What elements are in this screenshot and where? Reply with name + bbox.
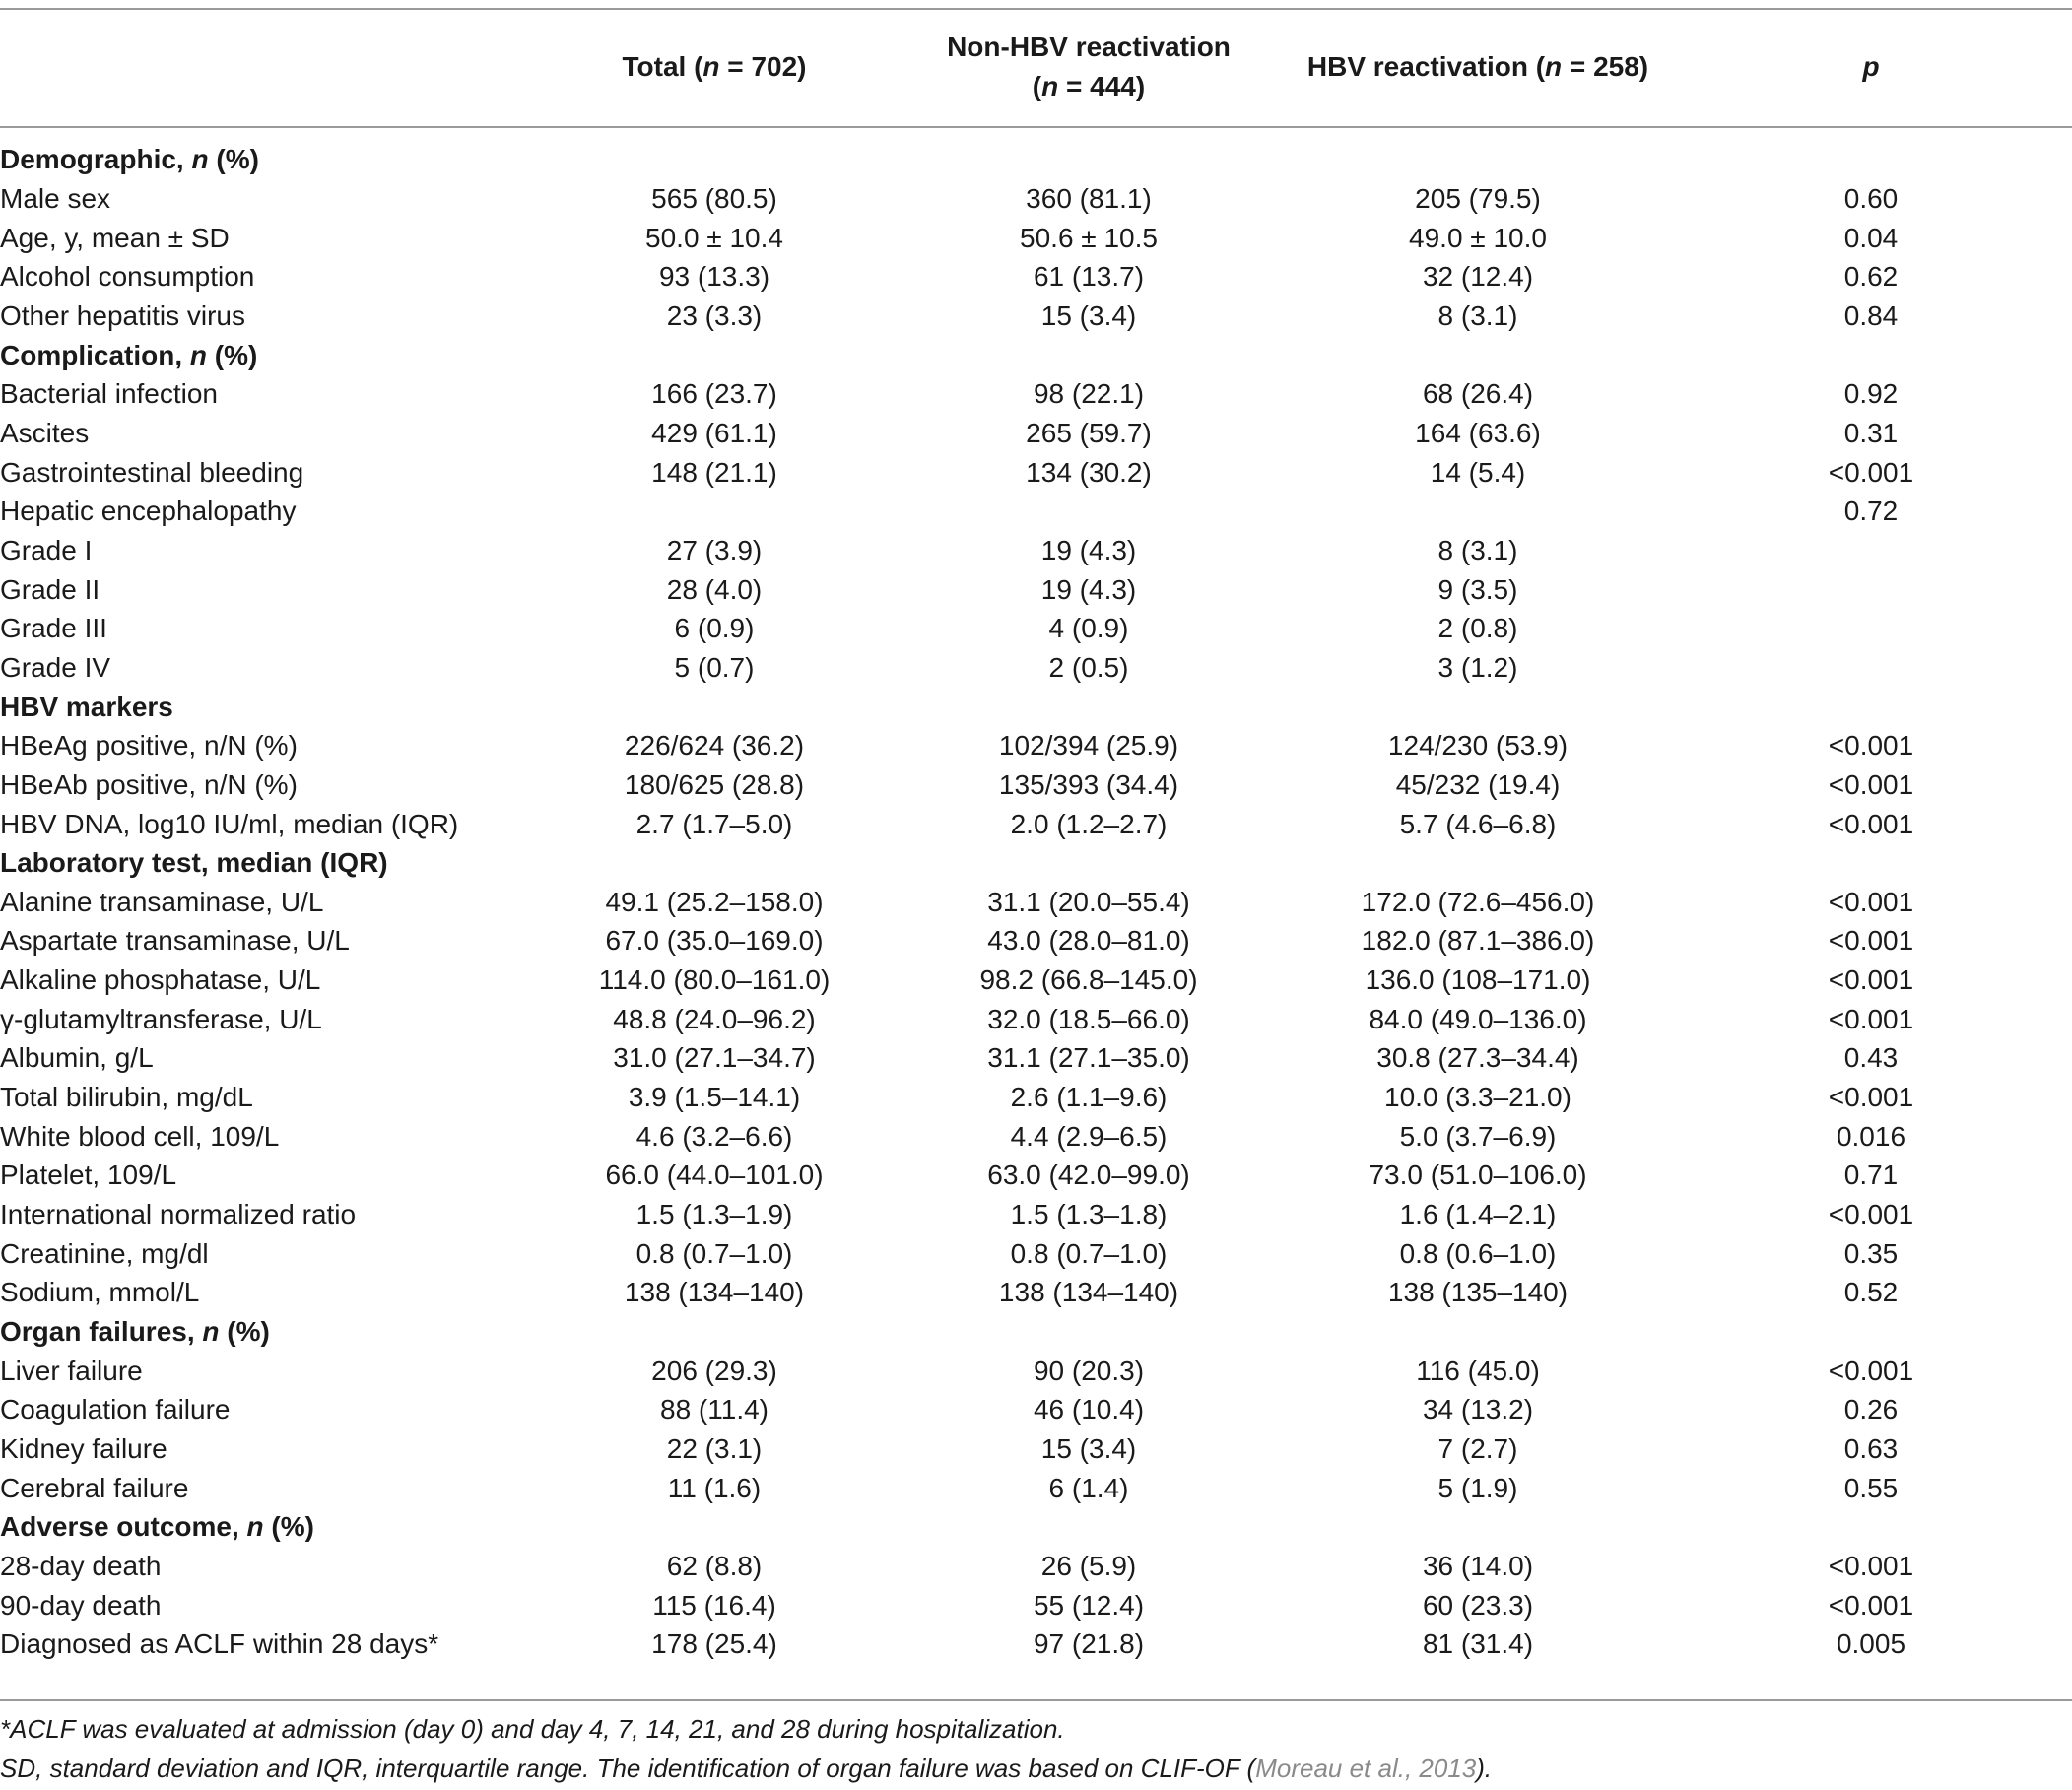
- table-row: [0, 609, 2072, 648]
- section-heading-n: n: [246, 1511, 264, 1543]
- cell-p-value: <0.001: [1828, 1003, 1914, 1034]
- footnote-abbrev-text: SD, standard deviation and IQR, interquartile range. The identification of organ failure was based on CLIF-OF (: [0, 1754, 1256, 1783]
- cell-non-hbv: [892, 492, 1286, 531]
- cell-non-hbv: 138 (134–140): [998, 1277, 1179, 1308]
- cell-non-hbv: 135/393 (34.4): [998, 768, 1179, 800]
- section-heading: [0, 843, 2072, 883]
- table-row: [0, 453, 2072, 493]
- cell-non-hbv: 97 (21.8): [1033, 1628, 1145, 1660]
- cell-non-hbv: 265 (59.7): [1026, 417, 1152, 448]
- row-label: Gastrointestinal bleeding: [0, 456, 304, 488]
- cell-total: 115 (16.4): [652, 1589, 776, 1621]
- cell-p-value: 0.52: [1843, 1277, 1899, 1308]
- table-row: [0, 1117, 2072, 1157]
- header-hbv-pre: HBV reactivation (: [1306, 51, 1546, 82]
- cell-total: 114.0 (80.0–161.0): [598, 964, 831, 996]
- cell-p-value: 0.55: [1843, 1472, 1899, 1503]
- cell-hbv: 36 (14.0): [1422, 1550, 1534, 1581]
- cell-p-value: <0.001: [1828, 1082, 1914, 1113]
- cell-hbv: 1.6 (1.4–2.1): [1399, 1199, 1557, 1230]
- section-heading-tail: (%): [219, 1316, 270, 1348]
- cell-non-hbv: 43.0 (28.0–81.0): [987, 925, 1190, 957]
- table-row: [0, 1156, 2072, 1195]
- cell-total: 148 (21.1): [651, 456, 777, 488]
- row-label: Grade IV: [0, 651, 111, 683]
- row-label: HBeAb positive, n/N (%): [0, 768, 298, 800]
- header-row: [0, 10, 2072, 124]
- row-label: International normalized ratio: [0, 1199, 357, 1230]
- table-row: [0, 492, 2072, 531]
- header-label: [0, 10, 537, 124]
- section-row: [0, 1507, 2072, 1547]
- row-label: Cerebral failure: [0, 1472, 189, 1503]
- row-label: Grade II: [0, 573, 100, 605]
- cell-non-hbv: 1.5 (1.3–1.8): [1010, 1199, 1168, 1230]
- cell-non-hbv: 2.0 (1.2–2.7): [1010, 808, 1168, 839]
- cell-total: 6 (0.9): [674, 613, 755, 644]
- table-row: [0, 297, 2072, 336]
- cell-p-value: [1670, 531, 2072, 570]
- cell-total: 88 (11.4): [660, 1394, 769, 1425]
- header-p-text: p: [1862, 51, 1880, 82]
- cell-total: 11 (1.6): [667, 1472, 762, 1503]
- section-heading-n: n: [202, 1316, 220, 1348]
- section-heading-tail: (%): [207, 339, 258, 370]
- row-label: Grade III: [0, 613, 107, 644]
- cell-non-hbv: 98 (22.1): [1033, 378, 1145, 410]
- cell-total: 4.6 (3.2–6.6): [635, 1120, 793, 1152]
- cell-p-value: <0.001: [1828, 925, 1914, 957]
- cell-hbv: 84.0 (49.0–136.0): [1369, 1003, 1587, 1034]
- cell-hbv: 30.8 (27.3–34.4): [1376, 1042, 1579, 1074]
- section-heading-text: Laboratory test, median (IQR): [0, 847, 388, 879]
- cell-total: 178 (25.4): [651, 1628, 777, 1660]
- cell-non-hbv: 19 (4.3): [1040, 534, 1137, 565]
- table-row: [0, 1273, 2072, 1312]
- cell-hbv: 32 (12.4): [1422, 261, 1534, 293]
- row-label: 90-day death: [0, 1589, 162, 1621]
- cell-p-value: 0.005: [1836, 1628, 1906, 1660]
- header-total: [537, 10, 892, 124]
- cell-p-value: 0.72: [1843, 496, 1899, 527]
- cell-p-value: <0.001: [1828, 1199, 1914, 1230]
- row-label: Liver failure: [0, 1355, 143, 1386]
- cell-p-value: <0.001: [1828, 768, 1914, 800]
- cell-non-hbv: 26 (5.9): [1040, 1550, 1137, 1581]
- footnotes: [0, 1709, 1492, 1788]
- row-label: HBV DNA, log10 IU/ml, median (IQR): [0, 808, 459, 839]
- table-row: [0, 1390, 2072, 1429]
- cell-non-hbv: 46 (10.4): [1033, 1394, 1145, 1425]
- cell-p-value: <0.001: [1828, 1589, 1914, 1621]
- row-label: Total bilirubin, mg/dL: [0, 1082, 253, 1113]
- table-row: [0, 1469, 2072, 1508]
- cell-total: 226/624 (36.2): [624, 730, 805, 762]
- cell-p-value: 0.92: [1843, 378, 1899, 410]
- cell-hbv: 34 (13.2): [1422, 1394, 1534, 1425]
- table-row: [0, 1429, 2072, 1469]
- cell-non-hbv: 31.1 (20.0–55.4): [987, 886, 1190, 917]
- cell-non-hbv: 63.0 (42.0–99.0): [987, 1160, 1190, 1191]
- cell-hbv: 2 (0.8): [1437, 613, 1518, 644]
- cell-p-value: 0.35: [1843, 1237, 1899, 1269]
- cell-total: 31.0 (27.1–34.7): [613, 1042, 816, 1074]
- cell-p-value: [1670, 609, 2072, 648]
- cell-hbv: 68 (26.4): [1422, 378, 1534, 410]
- header-total-post: = 702): [719, 51, 807, 82]
- row-label: Kidney failure: [0, 1433, 167, 1464]
- row-label: Other hepatitis virus: [0, 299, 245, 331]
- table-row: [0, 1352, 2072, 1391]
- cell-non-hbv: 0.8 (0.7–1.0): [1010, 1237, 1168, 1269]
- table-row: [0, 648, 2072, 688]
- table-row: [0, 1586, 2072, 1625]
- header-non-hbv: [892, 10, 1286, 124]
- cell-total: 429 (61.1): [651, 417, 777, 448]
- row-label: Grade I: [0, 534, 93, 565]
- section-heading-text: Complication,: [0, 339, 190, 370]
- cell-total: 66.0 (44.0–101.0): [605, 1160, 824, 1191]
- header-non-hbv-pre: (: [1032, 71, 1042, 101]
- table-row: [0, 1624, 2072, 1664]
- section-heading-text: HBV markers: [0, 691, 173, 722]
- table-row: [0, 1000, 2072, 1039]
- cell-total: 62 (8.8): [666, 1550, 763, 1581]
- data-table: [0, 10, 2072, 1664]
- section-heading-text: Organ failures,: [0, 1316, 203, 1348]
- row-label: Ascites: [0, 417, 90, 448]
- cell-total: 138 (134–140): [624, 1277, 805, 1308]
- cell-total: 50.0 ± 10.4: [645, 222, 783, 253]
- table-row: [0, 805, 2072, 844]
- table-row: [0, 961, 2072, 1000]
- cell-hbv: 182.0 (87.1–386.0): [1361, 925, 1595, 957]
- row-label: White blood cell, 109/L: [0, 1120, 280, 1152]
- table-row: [0, 179, 2072, 219]
- table-row: [0, 1078, 2072, 1117]
- cell-hbv: 8 (3.1): [1437, 299, 1518, 331]
- cell-non-hbv: 4 (0.9): [1048, 613, 1129, 644]
- section-row: [0, 688, 2072, 727]
- row-label: 28-day death: [0, 1550, 162, 1581]
- row-label: Coagulation failure: [0, 1394, 231, 1425]
- table-row: [0, 921, 2072, 961]
- header-hbv-post: = 258): [1562, 51, 1649, 82]
- cell-hbv: 164 (63.6): [1415, 417, 1541, 448]
- row-label: Alanine transaminase, U/L: [0, 886, 324, 917]
- cell-hbv: 138 (135–140): [1387, 1277, 1569, 1308]
- cell-hbv: 0.8 (0.6–1.0): [1399, 1237, 1557, 1269]
- cell-p-value: 0.26: [1843, 1394, 1899, 1425]
- section-row: [0, 336, 2072, 375]
- cell-p-value: <0.001: [1828, 456, 1914, 488]
- row-label: Age, y, mean ± SD: [0, 222, 230, 253]
- cell-non-hbv: 61 (13.7): [1033, 261, 1145, 293]
- cell-hbv: [1286, 492, 1670, 531]
- cell-hbv: 73.0 (51.0–106.0): [1369, 1160, 1587, 1191]
- section-heading: [0, 1312, 2072, 1352]
- cell-hbv: 116 (45.0): [1416, 1355, 1540, 1386]
- header-hbv: [1286, 10, 1670, 124]
- cell-p-value: 0.71: [1843, 1160, 1899, 1191]
- section-heading-text: Demographic,: [0, 144, 192, 174]
- cell-total: 67.0 (35.0–169.0): [605, 925, 824, 957]
- row-label: Diagnosed as ACLF within 28 days*: [0, 1628, 439, 1660]
- cell-hbv: 5 (1.9): [1437, 1472, 1518, 1503]
- table-row: [0, 1234, 2072, 1274]
- cell-hbv: 136.0 (108–171.0): [1365, 964, 1591, 996]
- cell-p-value: [1670, 570, 2072, 610]
- cell-p-value: 0.43: [1843, 1042, 1899, 1074]
- footnote-aclf: *ACLF was evaluated at admission (day 0) and day 4, 7, 14, 21, and 28 during hospitalization.: [0, 1714, 1065, 1744]
- cell-non-hbv: 90 (20.3): [1033, 1355, 1145, 1386]
- section-row: [0, 1312, 2072, 1352]
- cell-hbv: 8 (3.1): [1437, 534, 1518, 565]
- section-heading-n: n: [191, 144, 209, 174]
- cell-hbv: 5.7 (4.6–6.8): [1399, 808, 1557, 839]
- row-label: Alkaline phosphatase, U/L: [0, 964, 321, 996]
- section-heading-n: n: [189, 339, 208, 370]
- section-heading-text: Adverse outcome,: [0, 1511, 247, 1543]
- table-body: [0, 124, 2072, 1664]
- section-heading: [0, 1507, 2072, 1547]
- cell-non-hbv: 2.6 (1.1–9.6): [1010, 1082, 1168, 1113]
- cell-hbv: 81 (31.4): [1422, 1628, 1534, 1660]
- table-row: [0, 531, 2072, 570]
- cell-non-hbv: 360 (81.1): [1026, 183, 1152, 214]
- cell-hbv: 3 (1.2): [1437, 651, 1518, 683]
- cell-p-value: 0.84: [1843, 299, 1899, 331]
- cell-hbv: 172.0 (72.6–456.0): [1361, 886, 1595, 917]
- cell-total: 3.9 (1.5–14.1): [628, 1082, 801, 1113]
- cell-total: 27 (3.9): [666, 534, 763, 565]
- header-non-hbv-n: n: [1041, 71, 1059, 101]
- cell-total: 48.8 (24.0–96.2): [613, 1003, 816, 1034]
- table-row: [0, 1038, 2072, 1078]
- cell-total: 565 (80.5): [651, 183, 777, 214]
- cell-p-value: <0.001: [1828, 886, 1914, 917]
- row-label: Alcohol consumption: [0, 261, 255, 293]
- section-heading: [0, 336, 2072, 375]
- cell-total: 206 (29.3): [651, 1355, 777, 1386]
- row-label: γ-glutamyltransferase, U/L: [0, 1003, 322, 1034]
- cell-total: 49.1 (25.2–158.0): [605, 886, 824, 917]
- section-heading-tail: (%): [263, 1511, 314, 1543]
- cell-total: 1.5 (1.3–1.9): [635, 1199, 793, 1230]
- section-row: [0, 843, 2072, 883]
- table-row: [0, 570, 2072, 610]
- cell-non-hbv: 4.4 (2.9–6.5): [1010, 1120, 1168, 1152]
- footnote-abbrev-end: ).: [1476, 1754, 1493, 1783]
- cell-hbv: 7 (2.7): [1437, 1433, 1518, 1464]
- table-row: [0, 883, 2072, 922]
- cell-hbv: 14 (5.4): [1430, 456, 1526, 488]
- row-label: Albumin, g/L: [0, 1042, 154, 1074]
- row-label: Aspartate transaminase, U/L: [0, 925, 350, 957]
- row-label: Creatinine, mg/dl: [0, 1237, 209, 1269]
- row-label: HBeAg positive, n/N (%): [0, 730, 298, 762]
- cell-total: 180/625 (28.8): [624, 768, 805, 800]
- cell-hbv: 10.0 (3.3–21.0): [1384, 1082, 1571, 1113]
- cell-total: 93 (13.3): [658, 261, 770, 293]
- cell-hbv: 5.0 (3.7–6.9): [1399, 1120, 1557, 1152]
- header-p: [1670, 10, 2072, 124]
- cell-total: 23 (3.3): [666, 299, 763, 331]
- cell-non-hbv: 15 (3.4): [1040, 299, 1137, 331]
- cell-p-value: <0.001: [1828, 964, 1914, 996]
- bottom-rule: [0, 1699, 2072, 1701]
- section-heading-tail: (%): [208, 144, 259, 174]
- cell-non-hbv: 98.2 (66.8–145.0): [979, 964, 1198, 996]
- cell-non-hbv: 32.0 (18.5–66.0): [987, 1003, 1190, 1034]
- cell-non-hbv: 102/394 (25.9): [998, 730, 1179, 762]
- header-non-hbv-line1: Non-HBV reactivation: [947, 32, 1231, 62]
- table-row: [0, 414, 2072, 453]
- cell-non-hbv: 31.1 (27.1–35.0): [987, 1042, 1190, 1074]
- cell-p-value: <0.001: [1828, 730, 1914, 762]
- row-label: Platelet, 109/L: [0, 1160, 177, 1191]
- cell-non-hbv: 50.6 ± 10.5: [1020, 222, 1158, 253]
- cell-p-value: 0.04: [1843, 222, 1899, 253]
- cell-p-value: <0.001: [1828, 1355, 1914, 1386]
- cell-total: 5 (0.7): [674, 651, 755, 683]
- cell-p-value: 0.60: [1843, 183, 1899, 214]
- header-non-hbv-post: = 444): [1058, 71, 1146, 101]
- table-row: [0, 765, 2072, 805]
- cell-p-value: 0.62: [1843, 261, 1899, 293]
- header-total-pre: Total (: [622, 51, 703, 82]
- cell-total: 166 (23.7): [651, 378, 777, 410]
- cell-p-value: 0.016: [1836, 1120, 1906, 1152]
- citation-link[interactable]: Moreau et al., 2013: [1255, 1754, 1477, 1783]
- table-row: [0, 726, 2072, 765]
- cell-p-value: 0.31: [1843, 417, 1899, 448]
- cell-hbv: 9 (3.5): [1437, 573, 1518, 605]
- table-row: [0, 257, 2072, 297]
- section-row: [0, 124, 2072, 179]
- footnote-abbrev: [0, 1749, 1492, 1788]
- row-label: Bacterial infection: [0, 378, 219, 410]
- cell-hbv: 49.0 ± 10.0: [1409, 222, 1547, 253]
- cell-non-hbv: 134 (30.2): [1026, 456, 1152, 488]
- cell-non-hbv: 19 (4.3): [1040, 573, 1137, 605]
- row-label: Hepatic encephalopathy: [0, 496, 297, 527]
- cell-total: 0.8 (0.7–1.0): [635, 1237, 793, 1269]
- table-row: [0, 374, 2072, 414]
- cell-non-hbv: 55 (12.4): [1033, 1589, 1145, 1621]
- row-label: Male sex: [0, 183, 111, 214]
- cell-p-value: [1670, 648, 2072, 688]
- cell-hbv: 205 (79.5): [1415, 183, 1541, 214]
- cell-non-hbv: 2 (0.5): [1048, 651, 1129, 683]
- table-row: [0, 219, 2072, 258]
- cell-hbv: 124/230 (53.9): [1387, 730, 1569, 762]
- cell-hbv: 45/232 (19.4): [1395, 768, 1561, 800]
- cell-total: [537, 492, 892, 531]
- cell-non-hbv: 6 (1.4): [1048, 1472, 1129, 1503]
- cell-total: 2.7 (1.7–5.0): [635, 808, 793, 839]
- cell-non-hbv: 15 (3.4): [1040, 1433, 1137, 1464]
- cell-hbv: 60 (23.3): [1422, 1589, 1534, 1621]
- section-heading: [0, 688, 2072, 727]
- table-row: [0, 1547, 2072, 1586]
- cell-total: 22 (3.1): [666, 1433, 763, 1464]
- cell-p-value: <0.001: [1828, 1550, 1914, 1581]
- cell-p-value: 0.63: [1843, 1433, 1899, 1464]
- header-total-n: n: [702, 51, 720, 82]
- table-row: [0, 1195, 2072, 1234]
- header-hbv-n: n: [1545, 51, 1563, 82]
- row-label: Sodium, mmol/L: [0, 1277, 200, 1308]
- section-heading: [0, 124, 2072, 179]
- cell-p-value: <0.001: [1828, 808, 1914, 839]
- cell-total: 28 (4.0): [666, 573, 763, 605]
